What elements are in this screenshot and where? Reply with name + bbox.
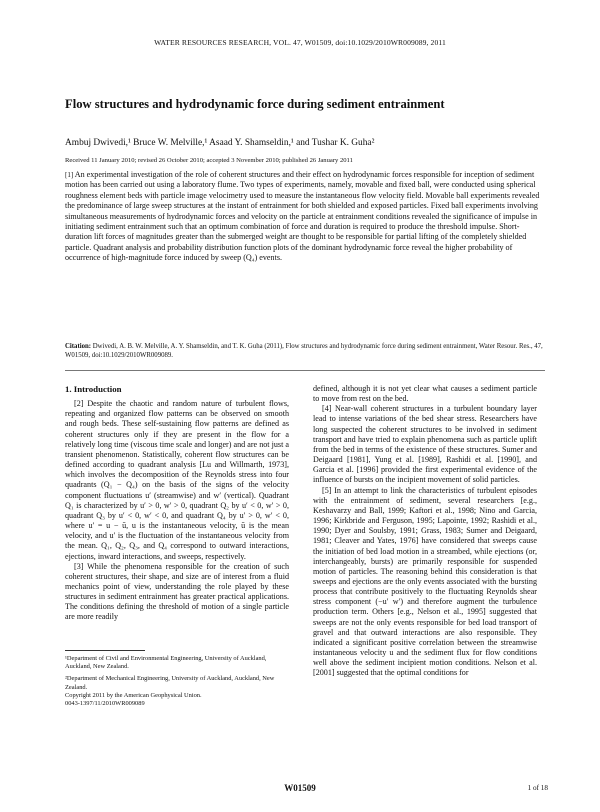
abstract [65, 170, 545, 264]
received-dates: Received 11 January 2010; revised 26 October 2010; accepted 3 November 2010; published 26 January 2011 [65, 157, 353, 164]
author-list: Ambuj Dwivedi,¹ Bruce W. Melville,¹ Asaad Y. Shamseldin,¹ and Tushar K. Guha² [65, 138, 375, 148]
left-column [65, 384, 289, 623]
paragraph: [4] Near-wall coherent structures in a turbulent boundary layer lead to intense variations of the bed shear stress. Researchers have long suspected the coherent structures to be involved in sediment transport and have tried to explain phenomena such as particle uplift from the bed in terms of the existence of these structures. Sumer and Deigaard [1981], Yung et al. [1989], Rashidi et al. [1990], and Garcia et al. [1996] provided the first experimental evidence of the influence of bursts on the incipient movement of solid particles. [313, 404, 537, 485]
page-count: 1 of 18 [527, 784, 548, 792]
section-divider [65, 370, 545, 371]
paragraph: [2] Despite the chaotic and random nature of turbulent flows, repeating and organized flow patterns can be observed on smooth and rough beds. These self-sustaining flow patterns are defined as coherent structures only if they are present in the flow for a relatively long time (viscous time scale and longer) and are not just a transient phenomenon. Statistically, coherent flow structures can be defined according to quadrant analysis [Lu and Willmarth, 1973], which involves the decomposition of the Reynolds stress into four quadrants (Q₁ − Q₄) on the basis of the signs of the velocity component fluctuations u′ (streamwise) and w′ (vertical). Quadrant Q₁ is characterized by u′ > 0, w′ > 0, quadrant Q₂ by u′ < 0, w′ > 0, quadrant Q₃ by u′ < 0, w′ < 0, and quadrant Q₄ by u′ > 0, w′ < 0, where u′ = u − ū, u is the instantaneous velocity, ū is the mean velocity, and u′ is the fluctuation of the instantaneous velocity from the mean. Q₁, Q₂, Q₃, and Q₄ correspond to outward interactions, ejections, inward interactions, and sweeps, respectively. [65, 399, 289, 561]
running-header: WATER RESOURCES RESEARCH, VOL. 47, W01509, doi:10.1029/2010WR009089, 2011 [154, 38, 446, 47]
citation-label: Citation: [65, 343, 92, 350]
issn-line: 0043-1397/11/2010WR009089 [65, 700, 145, 708]
copyright-notice [65, 692, 289, 708]
paper-title: Flow structures and hydrodynamic force during sediment entrainment [65, 97, 445, 111]
section-heading: 1. Introduction [65, 384, 122, 394]
paragraph: [5] In an attempt to link the characteristics of turbulent episodes with the entrainment of sediment, several researchers [e.g., Keshavarzy and Ball, 1999; Kaftori et al., 1998; Nino and Garcia, 1996; Kirkbride and Ferguson, 1995; Lapointe, 1992; Rashidi et al., 1990; Dyer and Soulsby, 1991; Grass, 1983; Sumer and Deigaard, 1981; Cleaver and Yates, 1976] have considered that sweeps cause the initiation of bed load motion in a streambed, while ejections (or, interchangeably, bursts) are primarily responsible for suspended motion of particles. The reasoning behind this consideration is that sweeps and ejections are the only events associated with the bursting process that contribute positively to the fluctuating Reynolds shear stress component (−u′ w′) and therefore augment the turbulence production term. Others [e.g., Nelson et al., 1995] suggested that sweeps are not the only events responsible for bed load transport of gravel and that outward interactions are also responsible. They indicated a significant positive correlation between the streamwise instantaneous velocity u and the sediment flux for flow conditions well above the sediment incipient motion conditions. Nelson et al. [2001] suggested that the optimal conditions for [313, 485, 537, 678]
abstract-tag: [1] [65, 171, 74, 179]
copyright-line: Copyright 2011 by the American Geophysical Union. [65, 692, 202, 699]
citation [65, 342, 545, 361]
footnote-divider [65, 650, 145, 651]
affiliation-footnotes [65, 655, 289, 696]
article-id: W01509 [284, 783, 316, 793]
citation-text: Dwivedi, A. B. W. Melville, A. Y. Shamseldin, and T. K. Guha (2011), Flow structures and hydrodynamic force during sediment entrainment, Water Resour. Res., 47, W01509, doi:10.1029/2010WR009089. [65, 343, 543, 360]
abstract-text: An experimental investigation of the role of coherent structures and their effect on hydrodynamic forces responsible for inception of sediment motion has been carried out using a laboratory flume. Two types of experiments, namely, movable and fixed ball, were conducted using spherical roughness element beds with particle image velocimetry used to measure the instantaneous flow velocity field. Movable ball experiments revealed the predominance of large sweep structures at the instant of entrainment for both shielded and exposed particles. Fixed ball experiments involving simultaneous measurements of hydrodynamic forces and velocity on the particle at entrainment conditions revealed the significance of impulse in initiating sediment entrainment such that an optimum combination of force and duration is required to produce the threshold impulse. Short-duration lift forces of magnitudes greater than the submerged weight are thought to be responsible for partial lifting of the completely shielded particle. Quadrant analysis and probability distribution function plots of the dominant hydrodynamic force reveal the higher probability of occurrence of high-magnitude force induced by sweep (Q₄) events. [65, 170, 540, 263]
right-column [313, 384, 537, 679]
footnote: ²Department of Mechanical Engineering, University of Auckland, Auckland, New Zealand. [65, 675, 275, 691]
footnote: ¹Department of Civil and Environmental Engineering, University of Auckland, Auckland, New Zealand. [65, 655, 267, 671]
paragraph: [3] While the phenomena responsible for the creation of such coherent structures, their shape, and size are of interest from a fluid mechanics point of view, understanding the role played by these structures in sediment entrainment has greater practical applications. The conditions defining the threshold of motion of a single particle are more readily [65, 561, 289, 622]
paragraph: defined, although it is not yet clear what causes a sediment particle to move from rest on the bed. [313, 384, 537, 404]
